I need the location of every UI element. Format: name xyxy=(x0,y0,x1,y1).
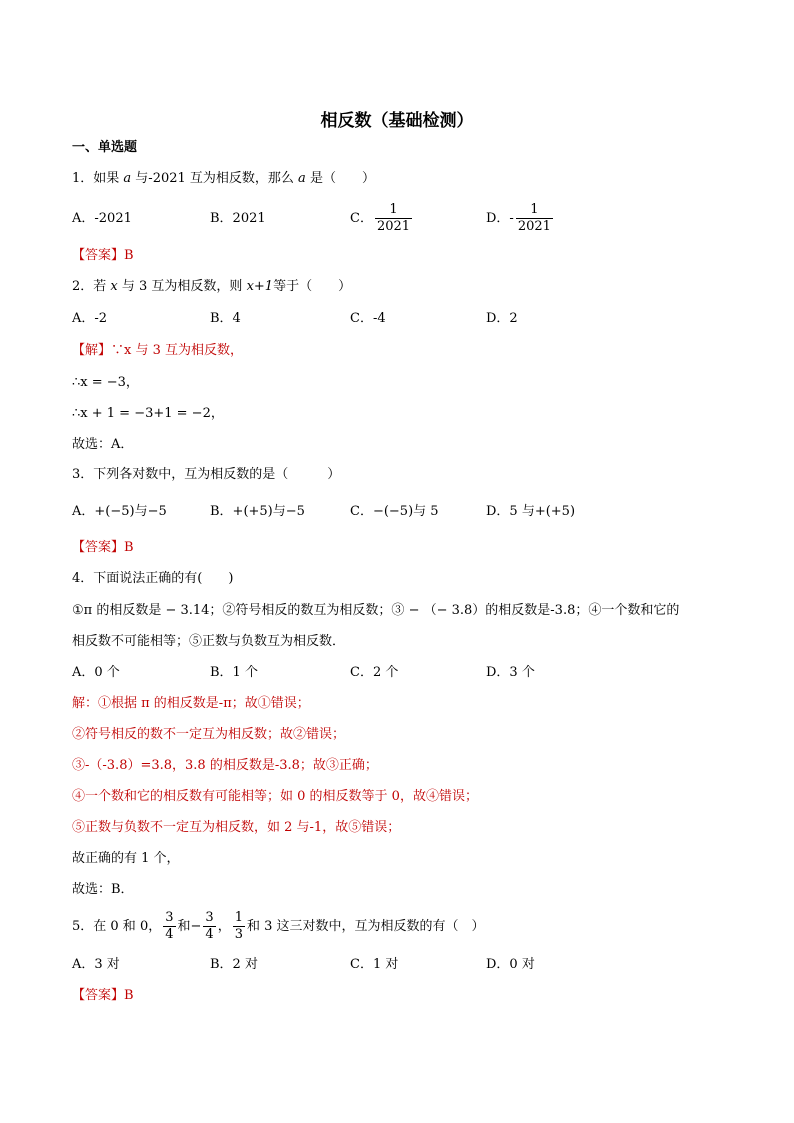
fraction: $\frac{1}{2021}$ xyxy=(517,202,551,234)
q5-option-a: A．3 对 xyxy=(72,957,120,972)
q3-answer: 【答案】B xyxy=(72,540,134,555)
q2-solution-line-4: 故选：A． xyxy=(72,437,134,452)
question-1-stem: 1．如果 a 与-2021 互为相反数，那么 a 是（ ） xyxy=(72,171,375,186)
q4-option-c: C．2 个 xyxy=(350,665,399,680)
q4-solution-line-6: 故正确的有 1 个， xyxy=(72,851,180,866)
q2-solution-line-2: ∴x = −3， xyxy=(72,375,139,390)
question-4-stem: 4．下面说法正确的有( ) xyxy=(72,571,234,586)
fraction: $\frac{3}{4}$ xyxy=(205,910,214,942)
q3-option-c: C．−(−5)与 5 xyxy=(350,504,439,519)
q4-statement-line-1: ①π 的相反数是 − 3.14；②符号相反的数互为相反数；③ − （− 3.8）的相反数是-3.8；④一个数和它的 xyxy=(72,603,680,618)
q4-solution-line-1: 解：①根据 π 的相反数是-π；故①错误； xyxy=(72,696,310,711)
q3-option-b: B．+(+5)与−5 xyxy=(210,504,305,519)
q3-option-d: D．5 与+(+5) xyxy=(486,504,576,519)
fraction: $\frac{1}{2021}$ xyxy=(376,202,411,234)
fraction: $\frac{1}{3}$ xyxy=(234,910,243,942)
q5-option-d: D．0 对 xyxy=(486,957,535,972)
section-heading: 一、单选题 xyxy=(72,140,138,155)
q4-statement-line-2: 相反数不可能相等；⑤正数与负数互为相反数． xyxy=(72,634,346,649)
q2-option-a: A．-2 xyxy=(72,311,108,326)
q4-option-b: B．1 个 xyxy=(210,665,258,680)
question-3-stem: 3．下列各对数中，互为相反数的是（ ） xyxy=(72,467,341,482)
q2-solution-line-1: 【解】∵x 与 3 互为相反数， xyxy=(72,343,244,358)
q4-solution-line-3: ③-（-3.8）=3.8，3.8 的相反数是-3.8；故③正确； xyxy=(72,758,378,773)
q2-option-c: C．-4 xyxy=(350,311,386,326)
q2-option-d: D．2 xyxy=(486,311,518,326)
question-5-stem: 5．在 0 和 0， $\frac{3}{4}$ 和− $\frac{3}{4}$ ， $\frac{1}{3}$ 和 3 这三对数中，互为相反数的有（ ） xyxy=(72,910,485,942)
q3-option-a: A．+(−5)与−5 xyxy=(72,504,167,519)
q1-answer: 【答案】B xyxy=(72,248,134,263)
q4-solution-line-5: ⑤正数与负数不一定互为相反数，如 2 与-1，故⑤错误； xyxy=(72,820,401,835)
fraction: $\frac{3}{4}$ xyxy=(165,910,174,942)
q5-option-b: B．2 对 xyxy=(210,957,258,972)
q4-solution-line-7: 故选：B． xyxy=(72,882,134,897)
page-title: 相反数（基础检测） xyxy=(320,111,474,131)
q4-solution-line-2: ②符号相反的数不一定互为相反数；故②错误； xyxy=(72,727,346,742)
question-2-stem: 2．若 x 与 3 互为相反数，则 x+1等于（ ） xyxy=(72,279,352,294)
q2-option-b: B．4 xyxy=(210,311,241,326)
q1-option-c: C． $\frac{1}{2021}$ xyxy=(350,202,411,234)
q4-solution-line-4: ④一个数和它的相反数有可能相等；如 0 的相反数等于 0，故④错误； xyxy=(72,789,478,804)
q4-option-d: D．3 个 xyxy=(486,665,535,680)
q2-solution-line-3: ∴x + 1 = −3+1 = −2， xyxy=(72,406,224,421)
q1-option-a: A．-2021 xyxy=(72,211,132,226)
q5-option-c: C．1 对 xyxy=(350,957,399,972)
q5-answer: 【答案】B xyxy=(72,988,134,1003)
q1-option-d: D．- $\frac{1}{2021}$ xyxy=(486,202,551,234)
q4-option-a: A．0 个 xyxy=(72,665,120,680)
q1-option-b: B．2021 xyxy=(210,211,266,226)
